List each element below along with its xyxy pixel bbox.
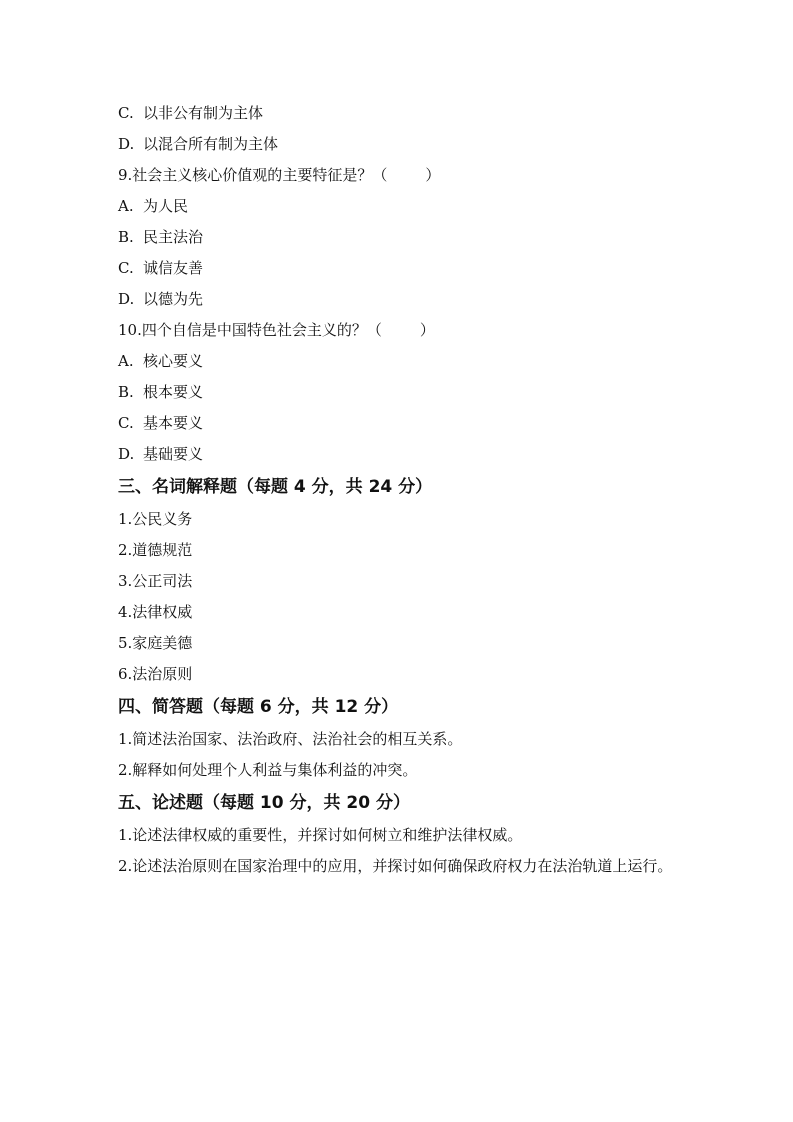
- term-item: 3.公正司法: [118, 572, 193, 590]
- option-text: 以混合所有制为主体: [143, 135, 279, 153]
- option-10-b: [118, 377, 678, 408]
- essay-item: 1.论述法律权威的重要性，并探讨如何树立和维护法律权威。: [118, 826, 523, 844]
- section-5-heading: 五、论述题（每题 10 分，共 20 分）: [118, 793, 410, 813]
- option-letter: C.: [118, 259, 134, 277]
- option-10-a: [118, 346, 678, 377]
- question-close: ）: [419, 321, 435, 339]
- option-9-b: [118, 222, 678, 253]
- option-letter: C.: [118, 414, 134, 432]
- question-9: [118, 160, 678, 191]
- option-letter: A.: [118, 352, 134, 370]
- option-letter: D.: [118, 445, 135, 463]
- exam-content: [118, 98, 678, 882]
- section-3-heading: 三、名词解释题（每题 4 分，共 24 分）: [118, 477, 433, 497]
- option-8-d: [118, 129, 678, 160]
- option-text: 核心要义: [143, 352, 204, 370]
- option-text: 为人民: [143, 197, 189, 215]
- option-10-d: [118, 439, 678, 470]
- option-text: 诚信友善: [143, 259, 204, 277]
- option-letter: D.: [118, 290, 135, 308]
- option-text: 根本要义: [143, 383, 204, 401]
- question-stem: 9.社会主义核心价值观的主要特征是？（: [118, 166, 388, 184]
- option-9-a: [118, 191, 678, 222]
- option-text: 以德为先: [143, 290, 204, 308]
- option-text: 以非公有制为主体: [143, 104, 264, 122]
- question-close: ）: [425, 166, 441, 184]
- option-text: 基础要义: [143, 445, 204, 463]
- question-stem: 10.四个自信是中国特色社会主义的？（: [118, 321, 382, 339]
- term-item: 6.法治原则: [118, 665, 193, 683]
- option-letter: B.: [118, 228, 134, 246]
- essay-item: 2.论述法治原则在国家治理中的应用，并探讨如何确保政府权力在法治轨道上运行。: [118, 857, 673, 875]
- option-letter: A.: [118, 197, 134, 215]
- option-text: 基本要义: [143, 414, 204, 432]
- term-item: 2.道德规范: [118, 541, 193, 559]
- option-letter: D.: [118, 135, 135, 153]
- option-10-c: [118, 408, 678, 439]
- section-4-heading: 四、简答题（每题 6 分，共 12 分）: [118, 697, 399, 717]
- term-item: 5.家庭美德: [118, 634, 193, 652]
- short-answer-item: 1.简述法治国家、法治政府、法治社会的相互关系。: [118, 730, 463, 748]
- option-9-d: [118, 284, 678, 315]
- option-letter: C.: [118, 104, 134, 122]
- option-letter: B.: [118, 383, 134, 401]
- option-text: 民主法治: [143, 228, 204, 246]
- term-item: 4.法律权威: [118, 603, 193, 621]
- question-10: [118, 315, 678, 346]
- option-8-c: [118, 98, 678, 129]
- option-9-c: [118, 253, 678, 284]
- short-answer-item: 2.解释如何处理个人利益与集体利益的冲突。: [118, 761, 418, 779]
- term-item: 1.公民义务: [118, 510, 193, 528]
